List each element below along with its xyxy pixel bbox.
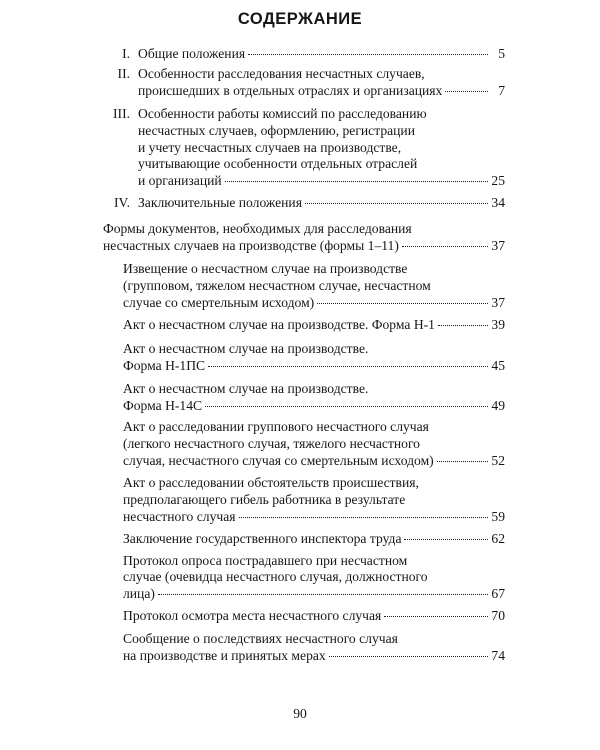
page-ref: 62 (491, 530, 505, 546)
section-number: IV. (114, 195, 130, 211)
page-ref: 39 (491, 316, 505, 332)
entry-text: Заключительные положения (138, 195, 302, 211)
entry-text: случае (очевидца несчастного случая, должностного (123, 569, 428, 585)
page-ref: 67 (491, 586, 505, 602)
dot-leader (438, 325, 488, 326)
toc-entry-form (0, 381, 600, 415)
page-ref: 37 (491, 294, 505, 310)
entry-text: Сообщение о последствиях несчастного случая (123, 631, 398, 647)
entry-text: на производстве и принятых мерах (123, 648, 326, 664)
section-number: I. (122, 46, 130, 61)
dot-leader (239, 517, 489, 518)
dot-leader (317, 303, 488, 304)
page-ref: 49 (491, 398, 505, 414)
entry-text: Форма Н-1ПС (123, 357, 206, 373)
dot-leader (445, 91, 488, 92)
section-number: III. (113, 105, 130, 121)
toc-entry-section-4 (0, 195, 600, 212)
entry-text: Акт о расследовании группового несчастного случая (123, 419, 429, 435)
entry-text: Акт о расследовании обстоятельств происшествия, (123, 474, 419, 490)
dot-leader (205, 406, 488, 407)
entry-text: несчастных случаев на производстве (формы 1–11) (103, 238, 399, 254)
entry-text: происшедших в отдельных отраслях и организациях (138, 82, 443, 98)
dot-leader (225, 181, 488, 182)
entry-text: несчастного случая (123, 508, 236, 524)
dot-leader (437, 461, 488, 462)
page-ref: 5 (498, 46, 505, 61)
entry-text: случае со смертельным исходом) (123, 294, 315, 310)
dot-leader (158, 594, 488, 595)
page-ref: 70 (491, 608, 505, 624)
entry-text: учитывающие особенности отдельных отраслей (138, 156, 418, 172)
dot-leader (404, 539, 488, 540)
toc-entry-section-3 (0, 106, 600, 191)
dot-leader (384, 616, 488, 617)
page-ref: 59 (491, 508, 505, 524)
entry-text: несчастных случаев, оформлению, регистрации (138, 122, 415, 138)
entry-text: Протокол осмотра места несчастного случая (123, 608, 382, 624)
toc-entry-section-2 (0, 66, 600, 100)
dot-leader (329, 656, 488, 657)
page-ref: 34 (491, 195, 505, 211)
toc-entry-form (0, 631, 600, 665)
entry-text: Заключение государственного инспектора труда (123, 530, 402, 546)
toc-entry-form (0, 531, 600, 548)
dot-leader (402, 246, 488, 247)
entry-text: Извещение о несчастном случае на производстве (123, 260, 408, 276)
entry-text: Форма Н-14С (123, 398, 203, 414)
entry-text: случая, несчастного случая со смертельным исходом) (123, 453, 434, 469)
page-ref: 52 (491, 453, 505, 469)
toc-entry-form (0, 317, 600, 334)
toc-entry-forms-heading (0, 221, 600, 255)
toc-entry-form (0, 553, 600, 604)
entry-text: Акт о несчастном случае на производстве. (123, 381, 369, 397)
dot-leader (305, 203, 488, 204)
page-ref: 7 (498, 82, 505, 98)
table-of-contents (0, 46, 600, 665)
toc-entry-form (0, 419, 600, 470)
entry-text: и организаций (138, 173, 222, 189)
entry-text: (легкого несчастного случая, тяжелого несчастного (123, 436, 420, 452)
entry-text: Акт о несчастном случае на производстве. (123, 340, 369, 356)
dot-leader (248, 54, 488, 55)
page-title: СОДЕРЖАНИЕ (237, 10, 363, 28)
toc-entry-form (0, 341, 600, 375)
entry-text: Особенности расследования несчастных случаев, (138, 65, 425, 81)
entry-text: Общие положения (138, 46, 246, 61)
entry-text: Особенности работы комиссий по расследованию (138, 105, 427, 121)
entry-text: Протокол опроса пострадавшего при несчастном (123, 552, 408, 568)
toc-entry-form (0, 261, 600, 312)
page-ref: 74 (491, 648, 505, 664)
page-ref: 25 (491, 173, 505, 189)
page-ref: 37 (491, 238, 505, 254)
entry-text: лица) (123, 586, 155, 602)
entry-text: Формы документов, необходимых для расследования (103, 221, 412, 237)
page-ref: 45 (491, 357, 505, 373)
toc-entry-form (0, 608, 600, 625)
toc-entry-form (0, 475, 600, 526)
entry-text: и учету несчастных случаев на производстве, (138, 139, 402, 155)
dot-leader (208, 366, 488, 367)
page-number: 90 (293, 706, 307, 721)
entry-text: Акт о несчастном случае на производстве. Форма Н-1 (123, 316, 435, 332)
entry-text: предполагающего гибель работника в результате (123, 491, 406, 507)
toc-entry-section-1 (0, 46, 600, 63)
entry-text: (групповом, тяжелом несчастном случае, несчастном (123, 277, 431, 293)
section-number: II. (117, 65, 130, 81)
